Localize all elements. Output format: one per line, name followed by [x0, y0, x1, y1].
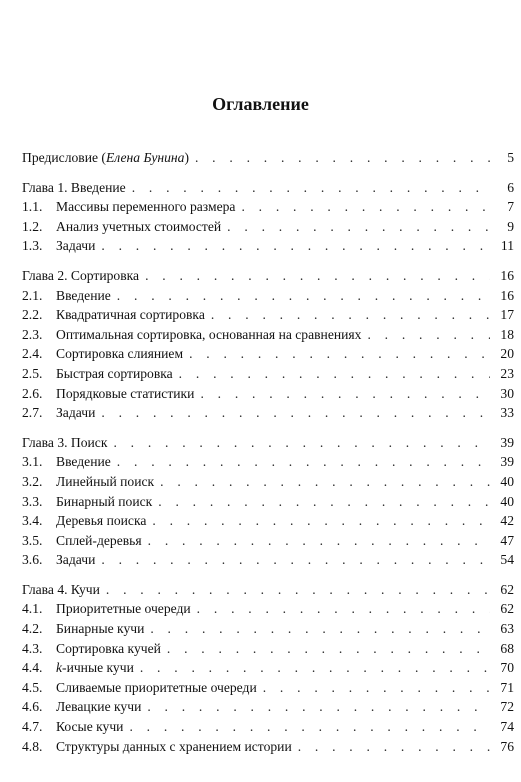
page-number: 76: [500, 738, 514, 754]
toc-section-row: [22, 697, 514, 717]
chapter-title: Глава 3. Поиск: [22, 434, 108, 450]
page-number: 62: [500, 581, 514, 597]
page-number: 54: [500, 552, 514, 568]
page-number: 23: [500, 365, 514, 381]
toc-section-row: [22, 452, 514, 472]
section-title: Приоритетные очереди: [56, 601, 191, 617]
table-of-contents: [22, 148, 514, 756]
section-title: Структуры данных с хранением истории: [56, 738, 292, 754]
dot-leader: [367, 325, 490, 345]
toc-section-row: [22, 217, 514, 237]
page-number: 7: [507, 199, 514, 215]
section-number: 1.2.: [22, 218, 43, 234]
toc-chapter-row: [22, 580, 514, 600]
toc-section-row: [22, 403, 514, 423]
dot-leader: [113, 433, 490, 453]
section-entry: [22, 344, 183, 364]
section-title: Быстрая сортировка: [56, 365, 173, 381]
section-number: 1.3.: [22, 238, 43, 254]
toc-section-row: [22, 325, 514, 345]
chapter-title: Глава 4. Кучи: [22, 581, 100, 597]
toc-section-row: [22, 236, 514, 256]
section-number: 3.4.: [22, 513, 43, 529]
section-title: Сливаемые приоритетные очереди: [56, 679, 257, 695]
page-number: 16: [500, 267, 514, 283]
section-title: Анализ учетных стоимостей: [56, 218, 222, 234]
toc-section-row: [22, 492, 514, 512]
section-number: 2.5.: [22, 365, 43, 381]
section-entry: [22, 452, 111, 472]
section-title: Массивы переменного размера: [56, 199, 236, 215]
toc-section-row: [22, 531, 514, 551]
chapter-title: Глава 1. Введение: [22, 179, 126, 195]
page-number: 74: [500, 719, 514, 735]
section-entry: [22, 472, 154, 492]
page-number: 9: [507, 218, 514, 234]
section-number: 4.2.: [22, 621, 43, 637]
chapter-gap: [22, 256, 514, 266]
section-title: Сортировка слиянием: [56, 346, 184, 362]
section-title: Квадратичная сортировка: [56, 307, 205, 323]
dot-leader: [189, 344, 490, 364]
section-entry: [22, 619, 144, 639]
page-number: 40: [500, 493, 514, 509]
section-title: Введение: [56, 454, 111, 470]
dot-leader: [150, 619, 490, 639]
dot-leader: [140, 658, 490, 678]
page-number: 70: [500, 660, 514, 676]
section-entry: [22, 492, 152, 512]
dot-leader: [197, 599, 490, 619]
chapter-gap: [22, 168, 514, 178]
toc-section-row: [22, 384, 514, 404]
section-entry: [22, 197, 235, 217]
section-entry: [22, 286, 111, 306]
toc-section-row: [22, 639, 514, 659]
section-entry: [22, 364, 173, 384]
section-entry: [22, 678, 257, 698]
page-number: 6: [507, 179, 514, 195]
dot-leader: [101, 236, 490, 256]
toc-section-row: [22, 550, 514, 570]
toc-section-row: [22, 599, 514, 619]
section-title: Задачи: [56, 552, 96, 568]
page-number: 30: [500, 385, 514, 401]
section-entry: [22, 384, 194, 404]
section-number: 3.1.: [22, 454, 43, 470]
dot-leader: [117, 286, 490, 306]
dot-leader: [241, 197, 490, 217]
dot-leader: [160, 472, 490, 492]
section-number: 4.7.: [22, 719, 43, 735]
page-number: 39: [500, 434, 514, 450]
section-entry: [22, 737, 292, 757]
preface-author: Елена Бунина: [105, 150, 185, 165]
dot-leader: [152, 511, 490, 531]
section-title: Линейный поиск: [56, 473, 155, 489]
section-entry: [22, 403, 95, 423]
toc-section-row: [22, 344, 514, 364]
dot-leader: [158, 492, 490, 512]
toc-section-row: [22, 472, 514, 492]
section-entry: [22, 511, 146, 531]
toc-preface-row: [22, 148, 514, 168]
dot-leader: [117, 452, 490, 472]
preface-close: ): [184, 150, 189, 165]
section-title: Левацкие кучи: [56, 699, 142, 715]
section-entry: [22, 658, 134, 678]
page-number: 72: [500, 699, 514, 715]
dot-leader: [147, 697, 490, 717]
dot-leader: [200, 384, 490, 404]
toc-section-row: [22, 678, 514, 698]
section-entry: [22, 305, 205, 325]
page-number: 17: [500, 307, 514, 323]
section-title: Введение: [56, 287, 111, 303]
page-number: 47: [500, 532, 514, 548]
chapter-gap: [22, 570, 514, 580]
dot-leader: [148, 531, 490, 551]
toc-section-row: [22, 658, 514, 678]
toc-section-row: [22, 197, 514, 217]
section-number: 3.6.: [22, 552, 43, 568]
section-number: 4.3.: [22, 640, 43, 656]
section-entry: [22, 639, 161, 659]
section-number: 2.4.: [22, 346, 43, 362]
preface-title: [22, 148, 189, 168]
section-number: 2.3.: [22, 326, 43, 342]
toc-section-row: [22, 737, 514, 757]
section-title: Бинарный поиск: [56, 493, 153, 509]
section-title-italic: k: [56, 660, 63, 676]
section-number: 4.5.: [22, 679, 43, 695]
dot-leader: [179, 364, 490, 384]
toc-section-row: [22, 511, 514, 531]
dot-leader: [167, 639, 490, 659]
chapters-list: [22, 168, 514, 757]
section-number: 1.1.: [22, 199, 43, 215]
section-title: Порядковые статистики: [56, 385, 195, 401]
section-entry: [22, 599, 191, 619]
toc-section-row: [22, 619, 514, 639]
section-title: Бинарные кучи: [56, 621, 145, 637]
section-entry: [22, 325, 361, 345]
dot-leader: [145, 266, 490, 286]
section-number: 4.4.: [22, 660, 43, 676]
dot-leader: [298, 737, 490, 757]
section-title: Оптимальная сортировка, основанная на сравнениях: [56, 326, 362, 342]
dot-leader: [227, 217, 490, 237]
chapter-title: Глава 2. Сортировка: [22, 267, 140, 283]
page-number: 5: [507, 150, 514, 165]
section-title: Деревья поиска: [56, 513, 147, 529]
toc-section-row: [22, 717, 514, 737]
section-number: 3.2.: [22, 473, 43, 489]
page-number: 18: [500, 326, 514, 342]
section-number: 2.6.: [22, 385, 43, 401]
page-number: 42: [500, 513, 514, 529]
section-number: 4.8.: [22, 738, 43, 754]
section-title: Задачи: [56, 405, 96, 421]
dot-leader: [195, 148, 490, 168]
section-title: Косые кучи: [56, 719, 124, 735]
section-entry: [22, 550, 95, 570]
page-number: 16: [500, 287, 514, 303]
section-number: 2.1.: [22, 287, 43, 303]
section-number: 4.6.: [22, 699, 43, 715]
toc-section-row: [22, 305, 514, 325]
toc-chapter-row: [22, 433, 514, 453]
section-entry: [22, 531, 142, 551]
dot-leader: [101, 403, 490, 423]
section-number: 4.1.: [22, 601, 43, 617]
dot-leader: [106, 580, 490, 600]
section-entry: [22, 236, 95, 256]
dot-leader: [101, 550, 490, 570]
section-number: 2.2.: [22, 307, 43, 323]
section-title: Сортировка кучей: [56, 640, 161, 656]
page-title: Оглавление: [212, 94, 309, 114]
page-number: 20: [500, 346, 514, 362]
dot-leader: [129, 717, 490, 737]
chapter-gap: [22, 423, 514, 433]
section-number: 3.3.: [22, 493, 43, 509]
section-number: 2.7.: [22, 405, 43, 421]
section-title: Задачи: [56, 238, 96, 254]
page-number: 33: [500, 405, 514, 421]
section-entry: [22, 697, 141, 717]
dot-leader: [211, 305, 490, 325]
page-number: 11: [500, 238, 514, 254]
toc-chapter-row: [22, 178, 514, 198]
page-number: 63: [500, 621, 514, 637]
page-number: 71: [500, 679, 514, 695]
preface-label: Предисловие (: [22, 150, 106, 165]
dot-leader: [263, 678, 490, 698]
page-number: 68: [500, 640, 514, 656]
toc-section-row: [22, 286, 514, 306]
page-number: 40: [500, 473, 514, 489]
page-number: 62: [500, 601, 514, 617]
toc-section-row: [22, 364, 514, 384]
dot-leader: [132, 178, 490, 198]
section-number: 3.5.: [22, 532, 43, 548]
section-title: -ичные кучи: [62, 660, 134, 676]
section-title: Сплей-деревья: [56, 532, 142, 548]
section-entry: [22, 717, 123, 737]
section-entry: [22, 217, 221, 237]
page-number: 39: [500, 454, 514, 470]
toc-chapter-row: [22, 266, 514, 286]
